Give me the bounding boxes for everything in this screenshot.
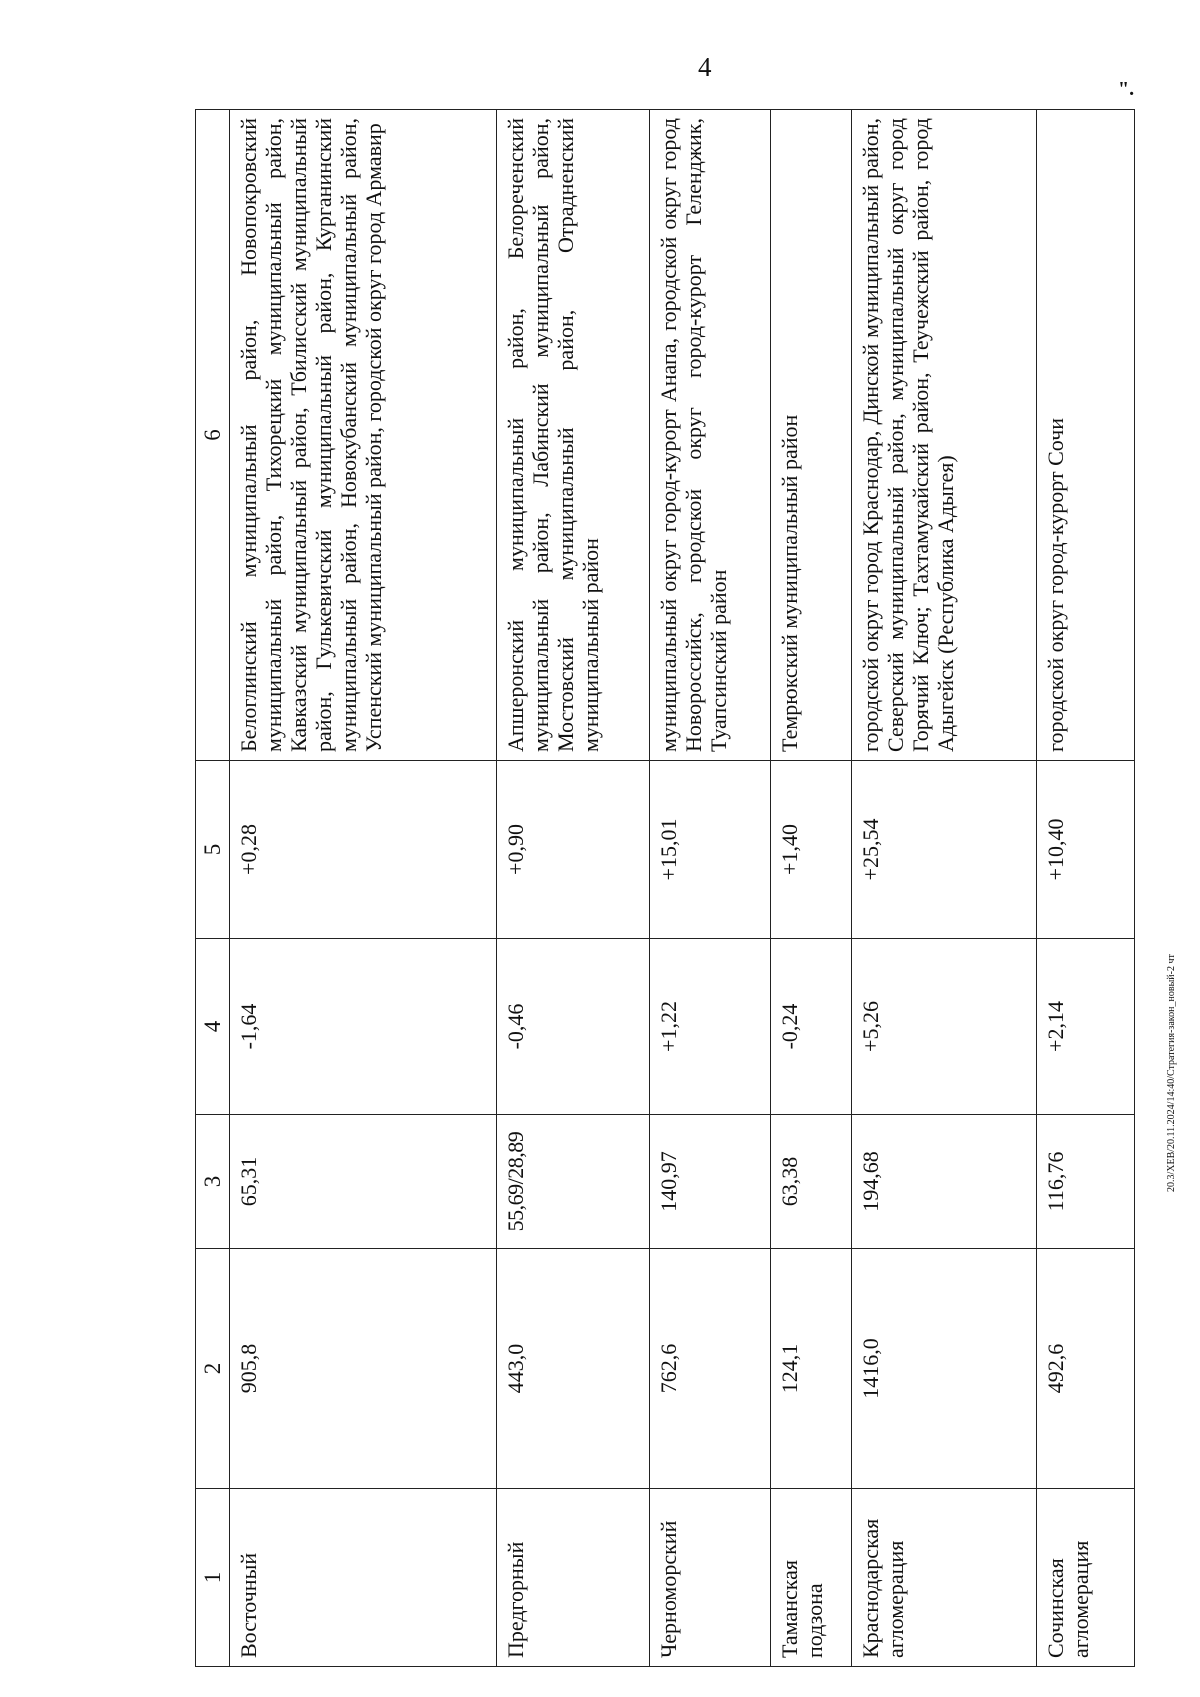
value-col4: +2,14	[1037, 939, 1135, 1115]
zone-name: Сочинская агломерация	[1037, 1489, 1135, 1667]
municipalities-list: Белоглинский муниципальный район, Новопокровский муниципальный район, Тихорецкий муниципальный район, Кавказский муниципальный район, Тбилисский муниципальный район, Гулькевичский муниципальный район, Курганинский муниципальный район, Новокубанский муниципальный район, Успенский муниципальный район, городской округ город Армавир	[230, 110, 497, 761]
closing-quote-mark: ".	[1118, 78, 1135, 100]
header-cell-4: 4	[196, 939, 230, 1115]
value-col5: +0,28	[230, 761, 497, 939]
value-col2: 492,6	[1037, 1249, 1135, 1489]
zone-name: Восточный	[230, 1489, 497, 1667]
page-number: 4	[698, 52, 712, 82]
value-col3: 55,69/28,89	[497, 1115, 650, 1249]
table-row	[230, 110, 497, 1667]
value-col2: 1416,0	[852, 1249, 1037, 1489]
header-cell-1: 1	[196, 1489, 230, 1667]
value-col3: 116,76	[1037, 1115, 1135, 1249]
table-row	[650, 110, 771, 1667]
value-col2: 762,6	[650, 1249, 771, 1489]
districts-table	[195, 109, 1135, 1667]
value-col4: -0,46	[497, 939, 650, 1115]
header-cell-3: 3	[196, 1115, 230, 1249]
value-col5: +0,90	[497, 761, 650, 939]
value-col5: +15,01	[650, 761, 771, 939]
zone-name: Предгорный	[497, 1489, 650, 1667]
value-col4: +5,26	[852, 939, 1037, 1115]
zone-name: Краснодарская агломерация	[852, 1489, 1037, 1667]
table-row	[497, 110, 650, 1667]
municipalities-list: Темрюкский муниципальный район	[771, 110, 852, 761]
value-col2: 905,8	[230, 1249, 497, 1489]
zone-name: Таманская подзона	[771, 1489, 852, 1667]
table-header-row	[196, 110, 230, 1667]
value-col4: +1,22	[650, 939, 771, 1115]
table-row	[1037, 110, 1135, 1667]
value-col5: +1,40	[771, 761, 852, 939]
value-col2: 124,1	[771, 1249, 852, 1489]
header-cell-6: 6	[196, 110, 230, 761]
value-col3: 65,31	[230, 1115, 497, 1249]
value-col5: +25,54	[852, 761, 1037, 939]
municipalities-list: городской округ город-курорт Сочи	[1037, 110, 1135, 761]
value-col3: 63,38	[771, 1115, 852, 1249]
value-col4: -0,24	[771, 939, 852, 1115]
document-stamp: 20.3/ХЕВ/20.11.2024/14:40/Стратегия-закон_новый-2 чт	[1166, 954, 1177, 1192]
table-row	[771, 110, 852, 1667]
value-col5: +10,40	[1037, 761, 1135, 939]
municipalities-list: городской округ город Краснодар, Динской муниципальный район, Северский муниципальный район, муниципальный округ город Горячий Ключ; Тахтамукайский район, Теучежский район, город Адыгейск (Республика Адыгея)	[852, 110, 1037, 761]
header-cell-5: 5	[196, 761, 230, 939]
value-col2: 443,0	[497, 1249, 650, 1489]
table-row	[852, 110, 1037, 1667]
value-col3: 194,68	[852, 1115, 1037, 1249]
zone-name: Черноморский	[650, 1489, 771, 1667]
value-col4: -1,64	[230, 939, 497, 1115]
header-cell-2: 2	[196, 1249, 230, 1489]
municipalities-list: Апшеронский муниципальный район, Белореченский муниципальный район, Лабинский муниципальный район, Мостовский муниципальный район, Отрадненский муниципальный район	[497, 110, 650, 761]
municipalities-list: муниципальный округ город-курорт Анапа, городской округ город Новороссийск, городской округ город-курорт Геленджик, Туапсинский район	[650, 110, 771, 761]
value-col3: 140,97	[650, 1115, 771, 1249]
rotated-table-container	[195, 110, 1130, 1667]
